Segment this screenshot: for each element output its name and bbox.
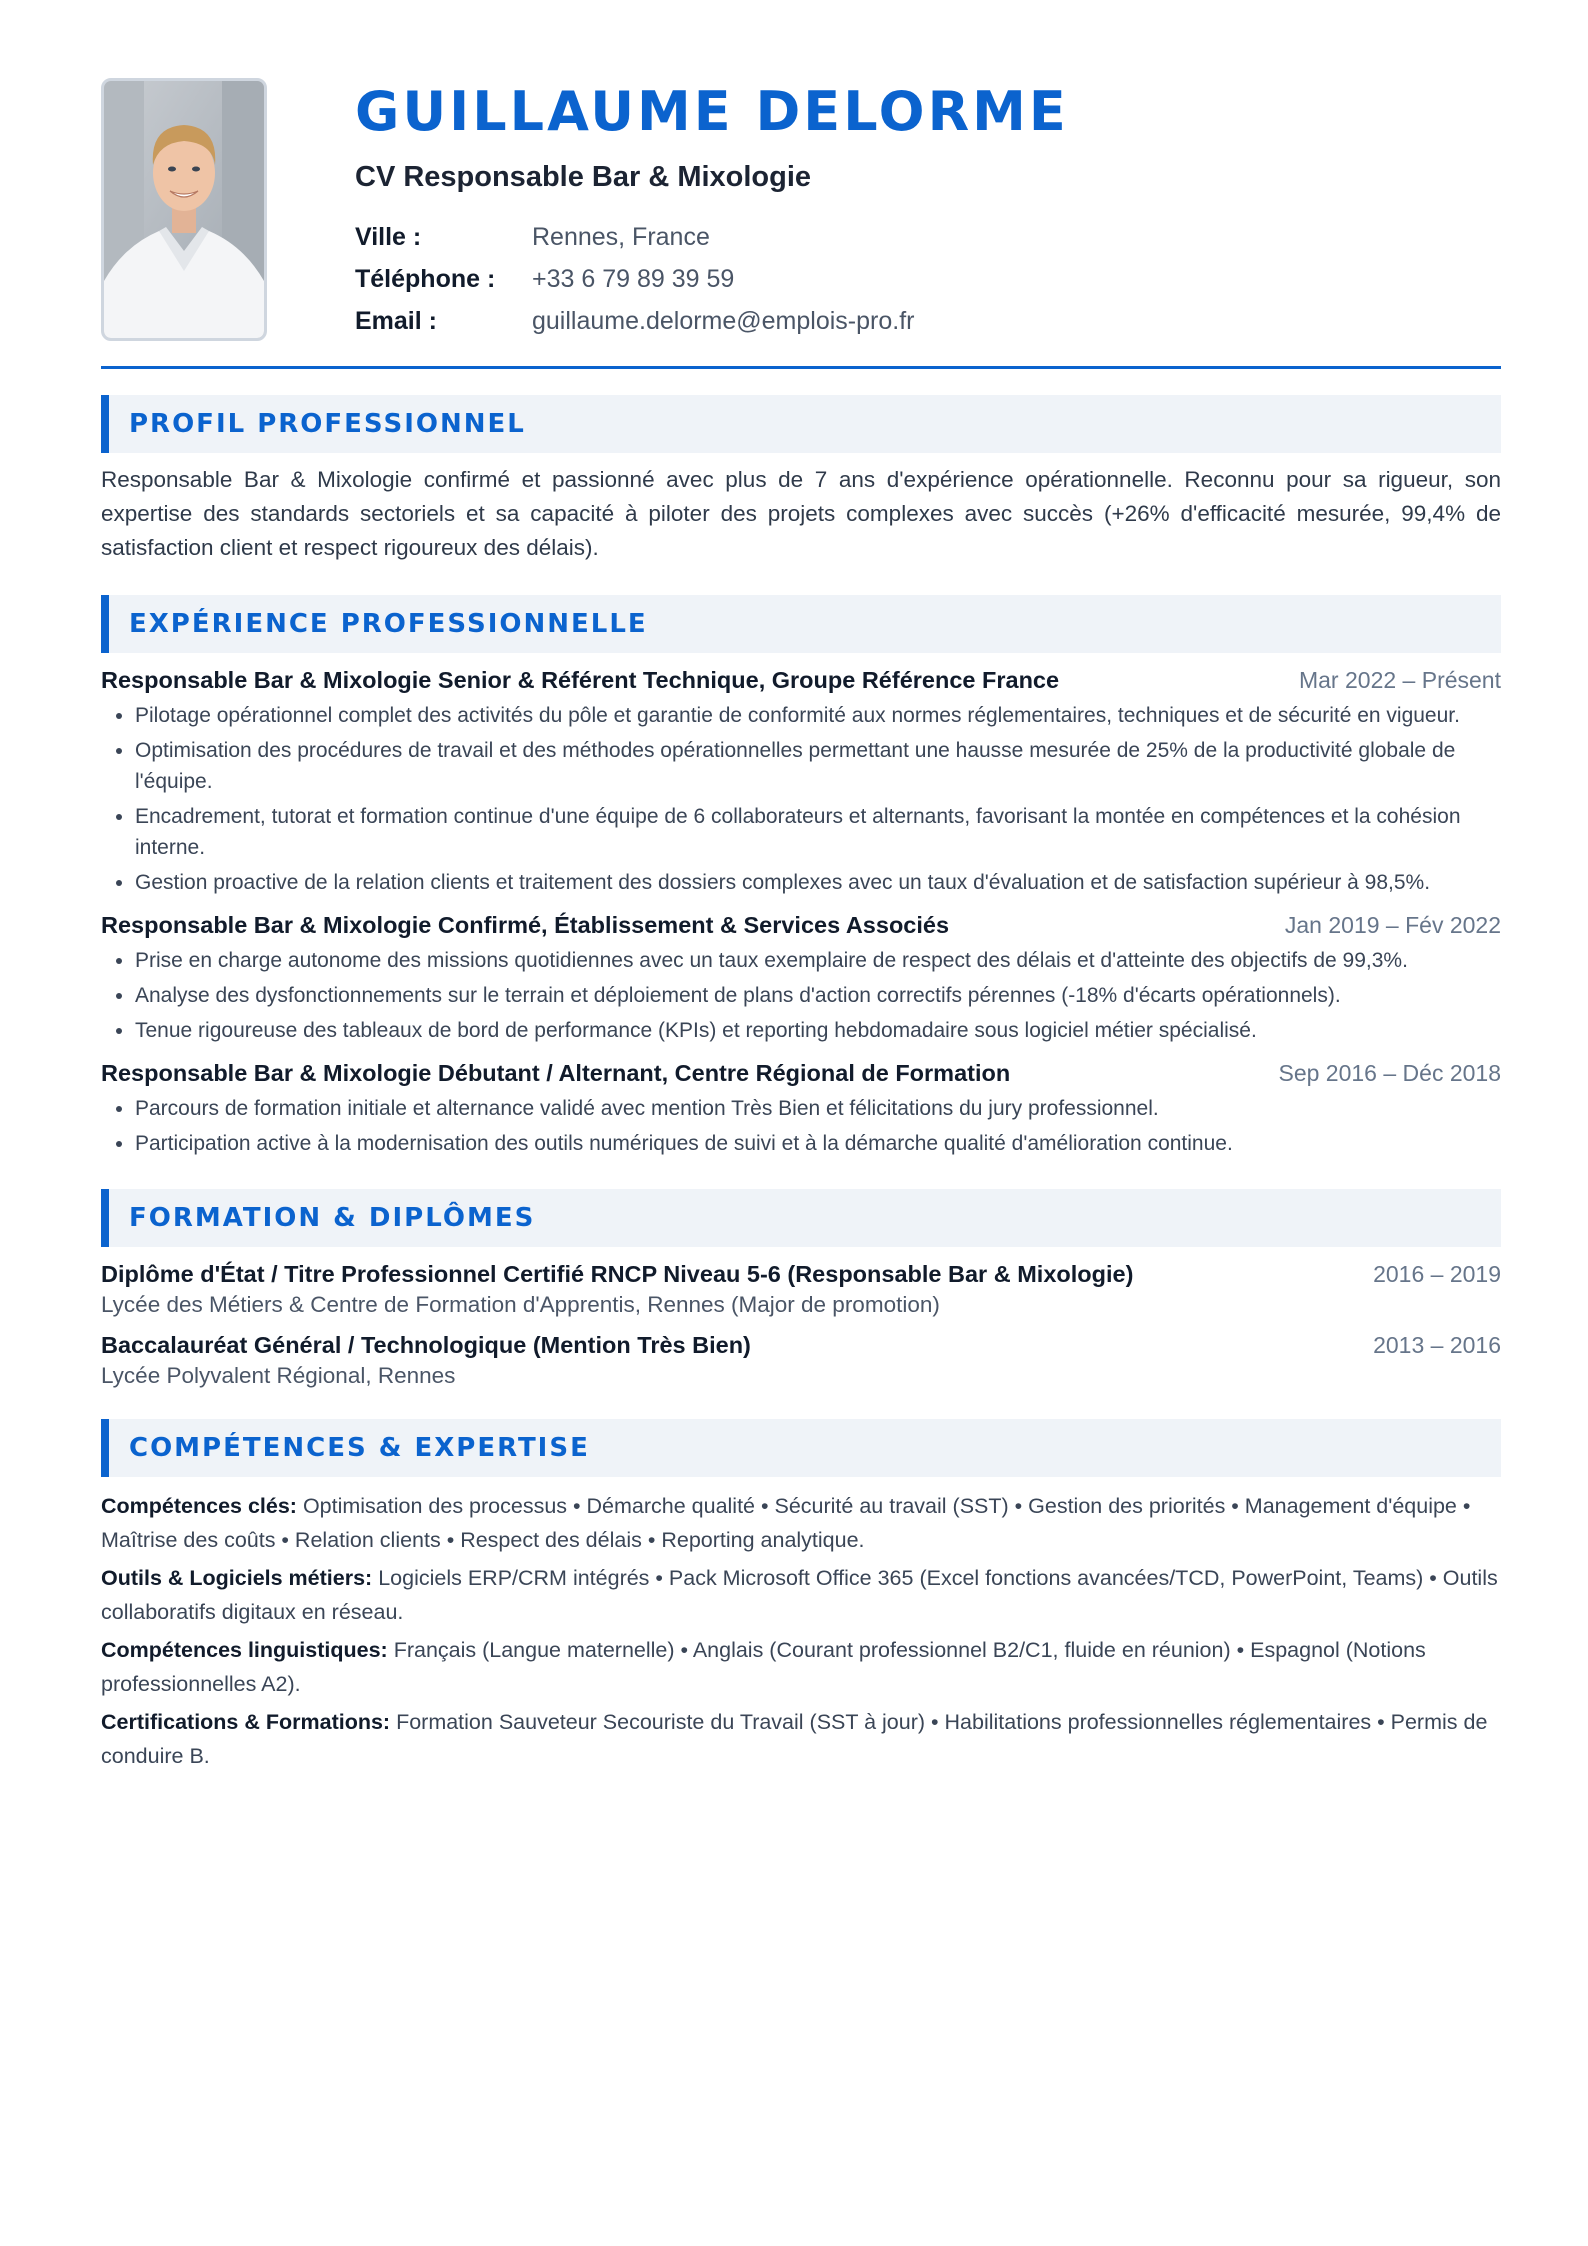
job-bullet: • Encadrement, tutorat et formation continue d'une équipe de 6 collaborateurs et alternants, favorisant la montée en compétences et la cohésion interne. — [135, 801, 1501, 863]
candidate-name: GUILLAUME DELORME — [355, 80, 1069, 143]
info-email — [355, 300, 1501, 342]
header-divider — [101, 366, 1501, 369]
job-bullets — [101, 1093, 1501, 1159]
skill-text: Formation Sauveteur Secouriste du Travail (SST à jour) • Habilitations professionnelles réglementaires • Permis de conduire B. — [101, 1710, 1488, 1768]
job-header — [101, 667, 1501, 694]
skill-item — [101, 1705, 1501, 1773]
portrait-image — [104, 81, 264, 338]
job-bullet: • Participation active à la modernisation des outils numériques de suivi et à la démarche qualité d'amélioration continue. — [135, 1128, 1501, 1159]
info-value[interactable]: guillaume.delorme@emplois-pro.fr — [532, 307, 915, 336]
job-dates: Mar 2022 – Présent — [1298, 667, 1501, 693]
skills-list — [101, 1489, 1501, 1773]
education-school: Lycée Polyvalent Régional, Rennes — [101, 1363, 456, 1388]
job-bullet: • Optimisation des procédures de travail et des méthodes opérationnelles permettant une hausse mesurée de 25% de la productivité globale de l'équipe. — [135, 735, 1501, 797]
job-bullet: • Prise en charge autonome des missions quotidiennes avec un taux exemplaire de respect des délais et d'atteinte des objectifs de 99,3%. — [135, 945, 1501, 976]
job-entry — [101, 912, 1501, 1046]
education-header — [101, 1261, 1501, 1288]
skill-text: Optimisation des processus • Démarche qualité • Sécurité au travail (SST) • Gestion des priorités • Management d'équipe • Maîtrise des coûts • Relation clients • Respect des délais • Reporting analytique. — [101, 1494, 1471, 1552]
section-title: COMPÉTENCES & EXPERTISE — [129, 1433, 590, 1463]
section-title: PROFIL PROFESSIONNEL — [129, 409, 526, 439]
info-value: +33 6 79 89 39 59 — [532, 265, 735, 294]
section-title: EXPÉRIENCE PROFESSIONNELLE — [129, 609, 648, 639]
profile-photo — [101, 78, 267, 341]
profile-text: Responsable Bar & Mixologie confirmé et passionné avec plus de 7 ans d'expérience opérationnelle. Reconnu pour sa rigueur, son expertise des standards sectoriels et sa capacité à piloter des projets complexes avec succès (+26% d'efficacité mesurée, 99,4% de satisfaction client et respect rigoureux des délais). — [101, 467, 1501, 560]
skill-label: Compétences linguistiques: — [101, 1638, 388, 1662]
job-dates: Sep 2016 – Déc 2018 — [1278, 1060, 1501, 1086]
resume-page — [101, 78, 1501, 1773]
job-bullets — [101, 945, 1501, 1046]
info-label: Email : — [355, 307, 437, 336]
skill-label: Certifications & Formations: — [101, 1710, 391, 1734]
skill-item — [101, 1633, 1501, 1701]
skill-label: Outils & Logiciels métiers: — [101, 1566, 373, 1590]
resume-header — [101, 78, 1501, 368]
job-bullet: • Pilotage opérationnel complet des activités du pôle et garantie de conformité aux normes réglementaires, techniques et de sécurité en vigueur. — [135, 700, 1501, 731]
job-entry — [101, 667, 1501, 898]
job-header — [101, 912, 1501, 939]
skill-item — [101, 1489, 1501, 1557]
education-entry — [101, 1261, 1501, 1318]
education-degree: Diplôme d'État / Titre Professionnel Certifié RNCP Niveau 5-6 (Responsable Bar & Mixologie) — [101, 1261, 1134, 1287]
info-city — [355, 216, 1501, 258]
header-info — [355, 78, 1501, 342]
education-dates: 2016 – 2019 — [1373, 1261, 1501, 1287]
education-entry — [101, 1332, 1501, 1389]
skill-item — [101, 1561, 1501, 1629]
info-label: Ville : — [355, 223, 422, 252]
section-skills-header — [101, 1419, 1501, 1477]
job-role: Responsable Bar & Mixologie Confirmé, Établissement & Services Associés — [101, 912, 950, 938]
section-title: FORMATION & DIPLÔMES — [129, 1203, 536, 1233]
skill-text: Logiciels ERP/CRM intégrés • Pack Microsoft Office 365 (Excel fonctions avancées/TCD, PowerPoint, Teams) • Outils collaboratifs digitaux en réseau. — [101, 1566, 1498, 1624]
info-value: Rennes, France — [532, 223, 710, 252]
skill-label: Compétences clés: — [101, 1494, 297, 1518]
job-role: Responsable Bar & Mixologie Senior & Référent Technique, Groupe Référence France — [101, 667, 1060, 693]
info-label: Téléphone : — [355, 265, 496, 294]
education-degree: Baccalauréat Général / Technologique (Mention Très Bien) — [101, 1332, 751, 1358]
job-header — [101, 1060, 1501, 1087]
job-bullet: • Parcours de formation initiale et alternance validé avec mention Très Bien et félicitations du jury professionnel. — [135, 1093, 1501, 1124]
job-bullet: • Analyse des dysfonctionnements sur le terrain et déploiement de plans d'action correctifs pérennes (-18% d'écarts opérationnels). — [135, 980, 1501, 1011]
education-school: Lycée des Métiers & Centre de Formation d'Apprentis, Rennes (Major de promotion) — [101, 1292, 940, 1317]
education-header — [101, 1332, 1501, 1359]
section-education-header — [101, 1189, 1501, 1247]
job-bullet: • Gestion proactive de la relation clients et traitement des dossiers complexes avec un taux d'évaluation et de satisfaction supérieur à 98,5%. — [135, 867, 1501, 898]
info-phone — [355, 258, 1501, 300]
job-bullet: • Tenue rigoureuse des tableaux de bord de performance (KPIs) et reporting hebdomadaire sous logiciel métier spécialisé. — [135, 1015, 1501, 1046]
job-role: Responsable Bar & Mixologie Débutant / Alternant, Centre Régional de Formation — [101, 1060, 1011, 1086]
job-bullets — [101, 700, 1501, 898]
skill-text: Français (Langue maternelle) • Anglais (Courant professionnel B2/C1, fluide en réunion) • Espagnol (Notions professionnelles A2). — [101, 1638, 1426, 1696]
section-profile-header — [101, 395, 1501, 453]
education-dates: 2013 – 2016 — [1373, 1332, 1501, 1358]
job-dates: Jan 2019 – Fév 2022 — [1284, 912, 1501, 938]
job-entry — [101, 1060, 1501, 1159]
cv-title: CV Responsable Bar & Mixologie — [355, 161, 812, 194]
section-experience-header — [101, 595, 1501, 653]
